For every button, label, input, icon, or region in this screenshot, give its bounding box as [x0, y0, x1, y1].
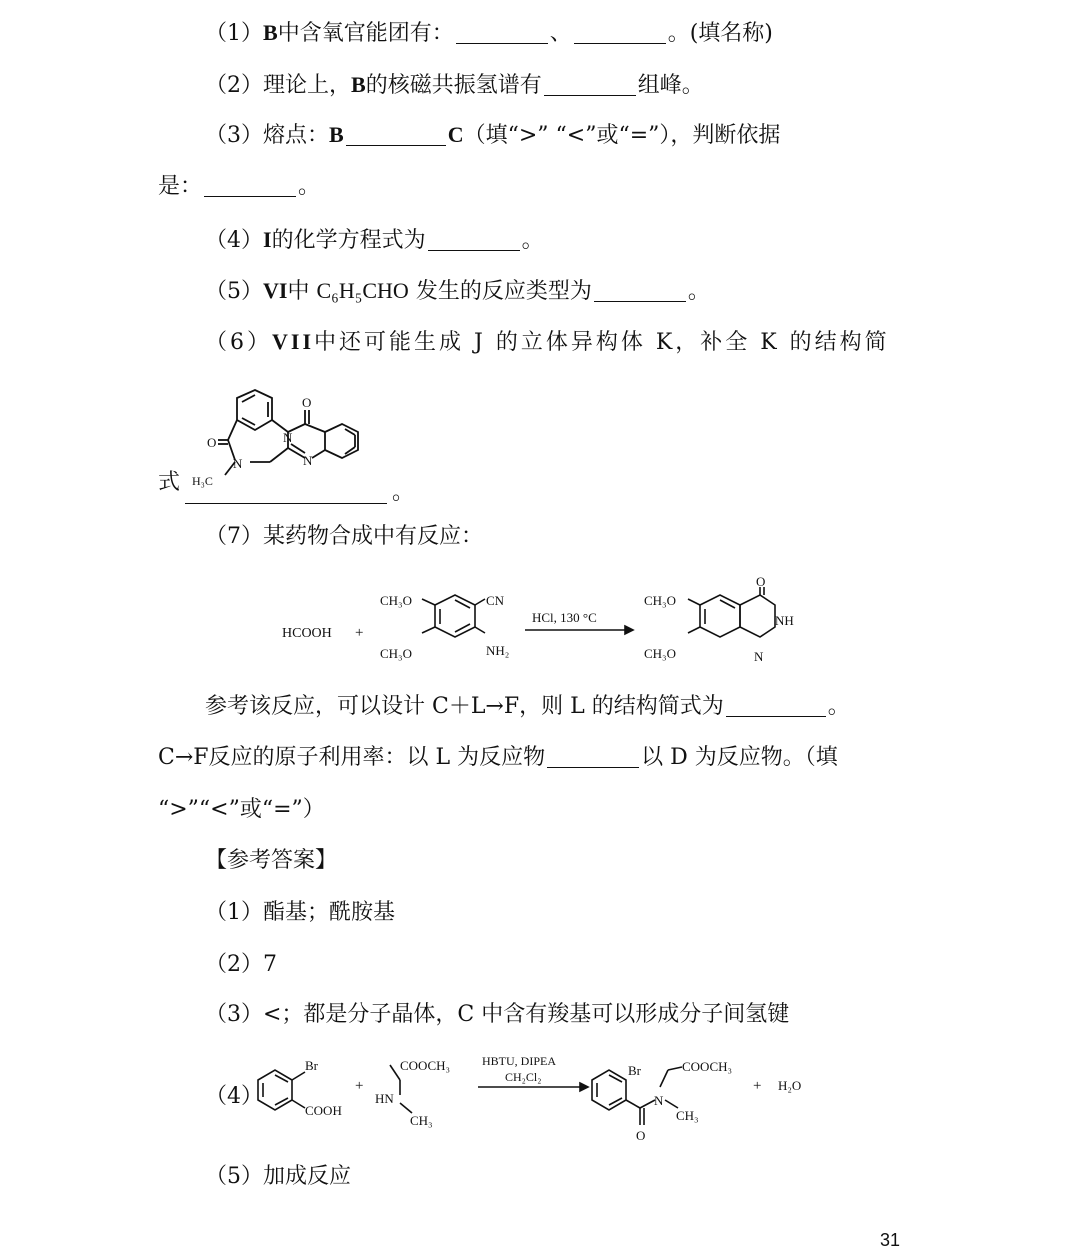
answer-heading: 【参考答案】: [205, 848, 338, 873]
br-label: Br: [305, 1058, 318, 1073]
q2-number: （2）: [205, 73, 263, 98]
n-label: N: [233, 456, 243, 471]
answer-3: （3）<；都是分子晶体，C 中含有羧基可以形成分子间氢键: [205, 1002, 790, 1027]
q3-letter-b: B: [329, 122, 344, 147]
plus-sign: +: [355, 1078, 364, 1094]
condition-solvent: CH₂Cl₂: [505, 1070, 542, 1084]
amidation-reaction: [250, 1045, 830, 1150]
q4-text: 的化学方程式为: [271, 228, 426, 253]
cooch3-label: COOCH₃: [682, 1059, 733, 1074]
ch3-label: CH₃: [676, 1108, 699, 1123]
q5-text-b: 发生的反应类型为: [415, 279, 592, 304]
q5-blank[interactable]: [594, 279, 686, 302]
q5-suffix: 。: [687, 279, 710, 304]
q2-blank[interactable]: [544, 73, 636, 96]
q1-text: 中含氧官能团有：: [277, 21, 454, 46]
answer-2: （2）7: [205, 952, 277, 977]
hcooh-label: HCOOH: [282, 626, 332, 641]
q4-suffix: 。: [521, 228, 544, 253]
answer-1: （1）酯基；酰胺基: [205, 900, 395, 925]
q1-separator: 、: [549, 21, 572, 46]
question-2: [205, 70, 704, 101]
question-7: [205, 522, 483, 552]
q7-blank-2[interactable]: [547, 745, 639, 768]
och3-label: CH₃O: [644, 646, 676, 661]
q1-number: （1）: [205, 21, 263, 46]
q2-text-a: 理论上，: [263, 73, 352, 98]
condition-reagents: HBTU, DIPEA: [482, 1054, 556, 1068]
q2-suffix: 组峰。: [637, 73, 704, 98]
q6-cont: 式: [158, 470, 181, 495]
answer-4-number: （4）: [205, 1084, 263, 1109]
q7-line2-text-b: 以 D 为反应物。（填: [641, 745, 838, 770]
quinazolinone-reaction: [270, 575, 830, 675]
q5-roman: VI: [263, 278, 288, 303]
plus-sign: +: [753, 1078, 762, 1094]
q6-text: 中还可能生成 J 的立体异构体 K，补全 K 的结构简: [314, 330, 890, 355]
plus-sign: +: [355, 625, 364, 641]
q3-cont: 是：: [158, 174, 203, 199]
q7-line1-text: 参考该反应，可以设计 C＋L→F，则 L 的结构简式为: [205, 694, 724, 719]
cooh-label: COOH: [305, 1103, 342, 1118]
q6-number: （6）: [205, 330, 272, 355]
question-4: [205, 225, 544, 256]
q5-number: （5）: [205, 279, 263, 304]
q6-roman: VII: [272, 329, 315, 354]
q6-suffix: 。: [392, 480, 415, 505]
q1-letter: B: [263, 20, 278, 45]
question-1: [205, 18, 773, 49]
q7-blank-1[interactable]: [726, 694, 826, 717]
nh2-label: NH₂: [486, 643, 510, 658]
q3-blank-2[interactable]: [204, 174, 296, 197]
nh-label: NH: [775, 613, 794, 628]
question-6: [205, 327, 890, 358]
q7-number: （7）: [205, 524, 263, 549]
q2-text-b: 的核磁共振氢谱有: [365, 73, 542, 98]
hn-label: HN: [375, 1091, 394, 1106]
q4-blank[interactable]: [428, 228, 520, 251]
q5-formula: C₆H₅CHO: [316, 278, 409, 303]
q3-text-a: 熔点：: [263, 123, 330, 148]
o-label: O: [207, 435, 217, 450]
q3-number: （3）: [205, 123, 263, 148]
q4-roman: I: [263, 227, 272, 252]
n-label: N: [754, 649, 764, 664]
q7-line1-end: 。: [827, 694, 850, 719]
n-label: N: [303, 453, 313, 468]
reaction-conditions: HCl, 130 °C: [532, 610, 597, 625]
q7-line2-text-a: C→F反应的原子利用率：以 L 为反应物: [158, 745, 546, 770]
q7-line-3: “>”“<”或“=”）: [158, 797, 325, 822]
structure-k-partial: [190, 380, 390, 500]
q3-blank-1[interactable]: [346, 123, 446, 146]
ch3-label: CH₃: [410, 1113, 433, 1128]
o-label: O: [756, 575, 766, 589]
q5-text-a: 中: [287, 279, 310, 304]
n-label: N: [654, 1093, 664, 1108]
q3-text-b: （填“>” “<”或“=”），判断依据: [463, 123, 781, 148]
och3-label: CH₃O: [644, 593, 676, 608]
page-number: 31: [880, 1230, 901, 1250]
q1-suffix: 。(填名称): [667, 21, 773, 46]
q6-blank-line[interactable]: [185, 503, 387, 504]
answer-5: （5）加成反应: [205, 1164, 351, 1189]
q7-line-2: [158, 743, 838, 773]
question-3: [205, 120, 780, 151]
cn-label: CN: [486, 593, 505, 608]
q1-blank-2[interactable]: [574, 21, 666, 44]
water-label: H₂O: [778, 1078, 802, 1093]
q7-text: 某药物合成中有反应：: [263, 524, 484, 549]
br-label: Br: [628, 1063, 641, 1078]
och3-label: CH₃O: [380, 593, 412, 608]
q2-letter: B: [351, 72, 366, 97]
q4-number: （4）: [205, 228, 263, 253]
question-3-cont: [158, 172, 320, 202]
q3-letter-c: C: [447, 122, 464, 147]
q1-blank-1[interactable]: [456, 21, 548, 44]
q3-suffix: 。: [298, 174, 321, 199]
och3-label: CH₃O: [380, 646, 412, 661]
q7-line-1: [205, 692, 850, 722]
cooch3-label: COOCH₃: [400, 1058, 451, 1073]
question-5: [205, 276, 710, 307]
ch3-label: H₃C: [192, 474, 213, 488]
n-label: N: [283, 430, 293, 445]
o-label: O: [302, 395, 312, 410]
o-label: O: [636, 1128, 646, 1143]
